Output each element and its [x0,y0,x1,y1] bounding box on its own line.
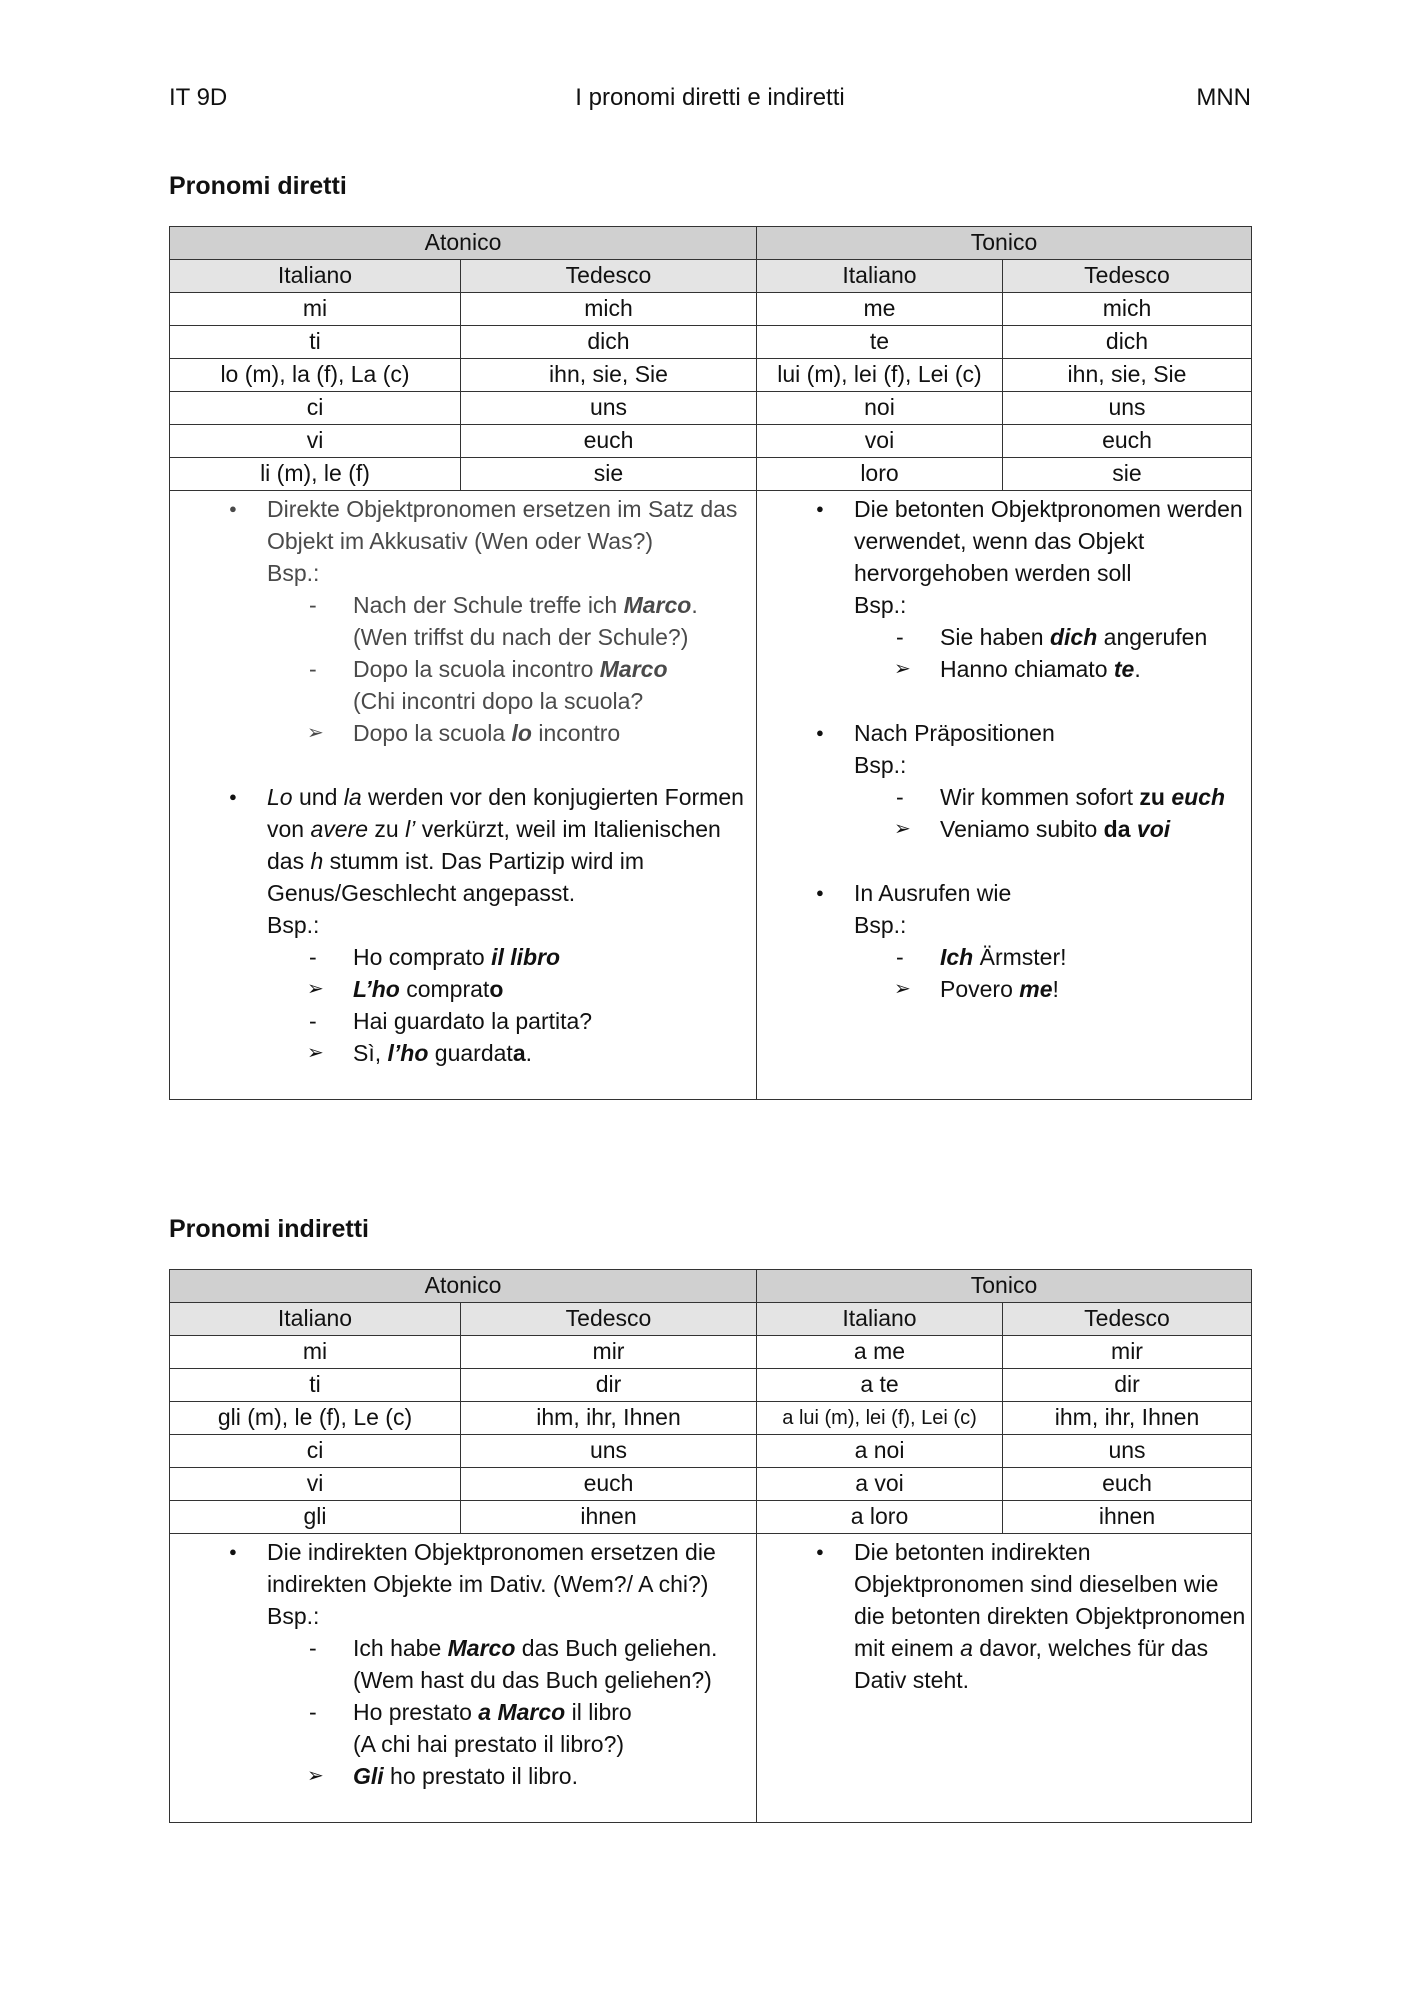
col-header-tedesco: Tedesco [1003,1303,1252,1336]
emphasis: il libro [491,944,561,970]
table-cell: a loro [757,1501,1003,1534]
example-label: Bsp.: [854,592,907,618]
bullet-text: ● Die indirekten Objektpronomen ersetzen die indirekten Objekte im Dativ. (Wem?/ A chi?) [267,1539,716,1597]
section-title-diretti: Pronomi diretti [169,172,347,200]
example-item: - Ich Ärmster! [894,941,1251,973]
emphasis: te [1113,656,1135,682]
group-header-atonico: Atonico [170,227,757,260]
table-row [170,326,1252,359]
bullet-item [816,717,1251,845]
table-cell: mich [461,293,757,326]
section-title-indiretti: Pronomi indiretti [169,1215,369,1243]
table-cell: a te [757,1369,1003,1402]
bullet-item [816,493,1251,685]
col-header-italiano: Italiano [170,260,461,293]
table-cell: a me [757,1336,1003,1369]
example-item: - Ho comprato il libro [307,941,756,973]
table-group-header-row [170,227,1252,260]
example-item: - Sie haben dich angerufen [894,621,1251,653]
emphasis: euch [1171,784,1226,810]
col-header-tedesco: Tedesco [461,260,757,293]
table-cell: dir [1003,1369,1252,1402]
bullet-item [229,1536,756,1792]
table-cell: ihnen [461,1501,757,1534]
table-cell: uns [1003,392,1252,425]
example-label: Bsp.: [854,752,907,778]
table-cell: vi [170,425,461,458]
example-result: ➢ Povero me! [894,973,1251,1005]
example-question: (Chi incontri dopo la scuola? [353,688,644,714]
header-document-title: I pronomi diretti e indiretti [575,84,845,111]
bullet-text: ● Die betonten indirekten Objektpronomen sind dieselben wie die betonten direkten Objektpronomen mit einem a davor, welches für das Dativ steht. [854,1539,1246,1693]
table-cell: gli [170,1501,461,1534]
table-column-header-row [170,1303,1252,1336]
table-cell: vi [170,1468,461,1501]
table-row [170,1501,1252,1534]
example-question: (Wen triffst du nach der Schule?) [353,624,689,650]
table-cell: ihn, sie, Sie [461,359,757,392]
emphasis: lo [511,720,532,746]
emphasis: Gli [353,1763,384,1789]
table-cell: uns [461,1435,757,1468]
col-header-tedesco: Tedesco [1003,260,1252,293]
notes-atonico [170,1534,757,1823]
table-cell: dich [1003,326,1252,359]
col-header-italiano: Italiano [757,1303,1003,1336]
notes-atonico [170,491,757,1100]
example-item: - Nach der Schule treffe ich Marco. (Wen triffst du nach der Schule?) [307,589,756,653]
col-header-italiano: Italiano [170,1303,461,1336]
example-item: - Ich habe Marco das Buch geliehen. (Wem hast du das Buch geliehen?) [307,1632,756,1696]
table-group-header-row [170,1270,1252,1303]
emphasis: Marco [623,592,692,618]
group-header-atonico: Atonico [170,1270,757,1303]
table-cell: euch [1003,1468,1252,1501]
table-cell: sie [1003,458,1252,491]
col-header-italiano: Italiano [757,260,1003,293]
table-row [170,293,1252,326]
table-cell: ci [170,392,461,425]
table-cell: ihm, ihr, Ihnen [461,1402,757,1435]
bullet-text: ● Lo und la werden vor den konjugierten Formen von avere zu l’ verkürzt, weil im Italienischen das h stumm ist. Das Partizip wird im Genus/Geschlecht angepasst. [267,784,744,906]
table-cell: sie [461,458,757,491]
example-item: - Dopo la scuola incontro Marco (Chi incontri dopo la scuola? [307,653,756,717]
bullet-item [229,781,756,1069]
table-cell: lui (m), lei (f), Lei (c) [757,359,1003,392]
notes-row [170,1534,1252,1823]
table-cell: euch [461,425,757,458]
example-question: (Wem hast du das Buch geliehen?) [353,1667,712,1693]
example-result: ➢ Sì, l’ho guardata. [307,1037,756,1069]
table-cell: ihn, sie, Sie [1003,359,1252,392]
bullet-item [229,493,756,749]
table-cell: mi [170,293,461,326]
example-question: (A chi hai prestato il libro?) [353,1731,625,1757]
table-cell: a voi [757,1468,1003,1501]
table-pronomi-indiretti [169,1269,1252,1823]
example-item: - Hai guardato la partita? [307,1005,756,1037]
emphasis: Ich [940,944,974,970]
table-cell: gli (m), le (f), Le (c) [170,1402,461,1435]
emphasis: L’ho [353,976,400,1002]
example-result: ➢ L’ho comprato [307,973,756,1005]
table-row [170,1402,1252,1435]
page-header [169,84,1251,116]
bullet-item [816,1536,1251,1696]
emphasis: l’ho [387,1040,429,1066]
table-row [170,1336,1252,1369]
emphasis: dich [1049,624,1098,650]
table-cell: ci [170,1435,461,1468]
table-cell: mir [1003,1336,1252,1369]
example-result: ➢ Gli ho prestato il libro. [307,1760,756,1792]
table-row [170,1468,1252,1501]
example-label: Bsp.: [267,1603,320,1629]
table-row [170,1369,1252,1402]
table-cell: ti [170,1369,461,1402]
table-cell: dich [461,326,757,359]
table-cell: voi [757,425,1003,458]
bullet-text: ● Direkte Objektpronomen ersetzen im Satz das Objekt im Akkusativ (Wen oder Was?) [267,496,738,554]
table-column-header-row [170,260,1252,293]
bullet-text: ● Nach Präpositionen [854,720,1055,746]
example-item: - Ho prestato a Marco il libro (A chi hai prestato il libro?) [307,1696,756,1760]
table-cell: te [757,326,1003,359]
table-cell: mir [461,1336,757,1369]
emphasis: Marco [599,656,668,682]
table-row [170,425,1252,458]
example-result: ➢ Hanno chiamato te. [894,653,1251,685]
table-cell: loro [757,458,1003,491]
table-cell: ti [170,326,461,359]
table-row [170,458,1252,491]
table-cell: a lui (m), lei (f), Lei (c) [757,1402,1003,1435]
table-row [170,392,1252,425]
emphasis: voi [1136,816,1171,842]
example-label: Bsp.: [267,912,320,938]
group-header-tonico: Tonico [757,1270,1252,1303]
table-cell: lo (m), la (f), La (c) [170,359,461,392]
table-row [170,359,1252,392]
example-label: Bsp.: [854,912,907,938]
group-header-tonico: Tonico [757,227,1252,260]
table-cell: mich [1003,293,1252,326]
table-cell: euch [461,1468,757,1501]
example-result: ➢ Dopo la scuola lo incontro [307,717,756,749]
bullet-text: ● In Ausrufen wie [854,880,1012,906]
table-cell: li (m), le (f) [170,458,461,491]
notes-row [170,491,1252,1100]
table-pronomi-diretti [169,226,1252,1100]
table-cell: uns [461,392,757,425]
table-cell: uns [1003,1435,1252,1468]
table-cell: a noi [757,1435,1003,1468]
table-cell: ihnen [1003,1501,1252,1534]
notes-tonico [757,1534,1252,1823]
table-row [170,1435,1252,1468]
notes-tonico [757,491,1252,1100]
example-result: ➢ Veniamo subito da voi [894,813,1251,845]
table-cell: mi [170,1336,461,1369]
table-cell: noi [757,392,1003,425]
table-cell: ihm, ihr, Ihnen [1003,1402,1252,1435]
table-cell: euch [1003,425,1252,458]
bullet-item [816,877,1251,1005]
example-item: - Wir kommen sofort zu euch [894,781,1251,813]
bullet-text: ● Die betonten Objektpronomen werden verwendet, wenn das Objekt hervorgehoben werden soll [854,496,1243,586]
col-header-tedesco: Tedesco [461,1303,757,1336]
example-label: Bsp.: [267,560,320,586]
header-author-initials: MNN [1196,84,1251,111]
header-class-label: IT 9D [169,84,228,111]
emphasis: Marco [447,1635,516,1661]
emphasis: me [1019,976,1053,1002]
emphasis: a Marco [478,1699,566,1725]
table-cell: me [757,293,1003,326]
table-cell: dir [461,1369,757,1402]
